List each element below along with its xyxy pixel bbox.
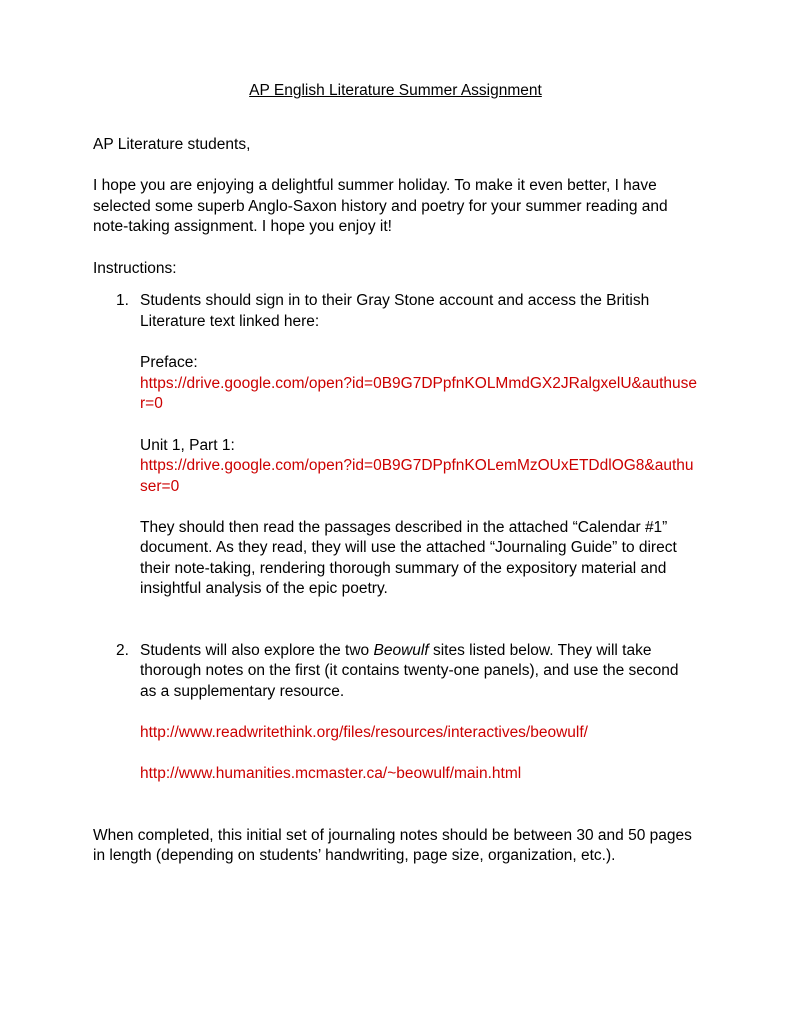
list-number-1: 1. (116, 292, 129, 309)
item1-followup-line-2: document. As they read, they will use the attached “Journaling Guide” to direct (140, 539, 677, 556)
page-title: AP English Literature Summer Assignment (249, 82, 542, 99)
intro-line-2: selected some superb Anglo-Saxon history and poetry for your summer reading and (93, 198, 668, 215)
item2-line-1-after: sites listed below. They will take (428, 642, 652, 659)
beowulf-italic: Beowulf (373, 642, 429, 659)
item1-followup-line-3: their note-taking, rendering thorough summary of the expository material and (140, 560, 667, 577)
closing-line-2: in length (depending on students’ handwriting, page size, organization, etc.). (93, 847, 616, 864)
readwritethink-link[interactable]: http://www.readwritethink.org/files/resources/interactives/beowulf/ (140, 724, 588, 741)
intro-line-3: note-taking assignment. I hope you enjoy it! (93, 218, 392, 235)
closing-line-1: When completed, this initial set of journaling notes should be between 30 and 50 pages (93, 827, 692, 844)
preface-label: Preface: (140, 354, 198, 371)
salutation: AP Literature students, (93, 136, 251, 153)
item2-line-1-before: Students will also explore the two (140, 642, 374, 659)
item1-line-1: Students should sign in to their Gray Stone account and access the British (140, 292, 650, 309)
list-number-2: 2. (116, 642, 129, 659)
unit-link-line-1[interactable]: https://drive.google.com/open?id=0B9G7DPpfnKOLemMzOUxETDdlOG8&authu (140, 457, 694, 474)
preface-link-line-1[interactable]: https://drive.google.com/open?id=0B9G7DPpfnKOLMmdGX2JRalgxelU&authuse (140, 375, 698, 392)
unit-label: Unit 1, Part 1: (140, 437, 235, 454)
instructions-label: Instructions: (93, 260, 177, 277)
preface-link-line-2[interactable]: r=0 (140, 395, 163, 412)
item2-line-2: thorough notes on the first (it contains twenty-one panels), and use the second (140, 662, 679, 679)
unit-link-line-2[interactable]: ser=0 (140, 478, 180, 495)
intro-line-1: I hope you are enjoying a delightful summer holiday. To make it even better, I have (93, 177, 657, 194)
item1-line-2: Literature text linked here: (140, 313, 320, 330)
mcmaster-link[interactable]: http://www.humanities.mcmaster.ca/~beowulf/main.html (140, 765, 522, 782)
item1-followup-line-1: They should then read the passages described in the attached “Calendar #1” (140, 519, 668, 536)
item1-followup-line-4: insightful analysis of the epic poetry. (140, 580, 388, 597)
item2-line-1 (140, 641, 651, 661)
item2-line-3: as a supplementary resource. (140, 683, 345, 700)
